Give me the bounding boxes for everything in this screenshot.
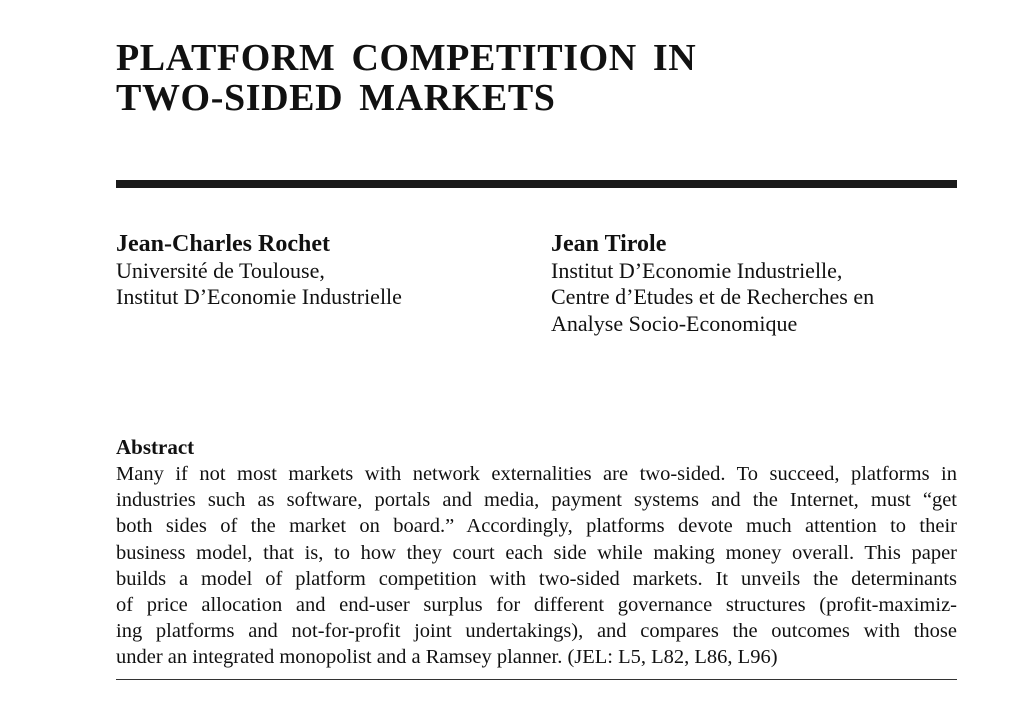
- author-affiliation-line: Centre d’Etudes et de Recherches en: [551, 284, 875, 309]
- paper-title-line-1: PLATFORM COMPETITION IN: [116, 37, 697, 79]
- author-block-rochet: [116, 231, 536, 311]
- author-affiliation-line: Institut D’Economie Industrielle,: [551, 257, 843, 283]
- author-name: Jean-Charles Rochet: [116, 231, 330, 257]
- abstract-line: under an integrated monopolist and a Ramsey planner. (JEL: L5, L82, L86, L96): [116, 646, 778, 669]
- abstract-line: Many if not most markets with network externalities are two-sided. To succeed, platforms in: [116, 463, 957, 485]
- author-name: Jean Tirole: [551, 231, 667, 257]
- abstract-bottom-divider: [116, 679, 957, 680]
- author-affiliation-line: Université de Toulouse,: [116, 257, 325, 283]
- paper-title-line-2: TWO-SIDED MARKETS: [116, 77, 556, 119]
- author-block-tirole: [551, 231, 961, 337]
- author-affiliation-line: Institut D’Economie Industrielle: [116, 284, 402, 309]
- abstract-heading: Abstract: [116, 435, 195, 459]
- abstract-line: ing platforms and not-for-profit joint undertakings), and compares the outcomes with those: [116, 620, 957, 643]
- abstract-text: [116, 461, 957, 671]
- abstract-line: both sides of the market on board.” Accordingly, platforms devote much attention to their: [116, 515, 957, 538]
- abstract-line: builds a model of platform competition with two-sided markets. It unveils the determinants: [116, 567, 957, 590]
- paper-title: [116, 38, 956, 118]
- abstract-line: business model, that is, to how they court each side while making money overall. This paper: [116, 541, 957, 564]
- abstract-line: of price allocation and end-user surplus for different governance structures (profit-maximiz-: [116, 593, 957, 616]
- author-affiliation-line: Analyse Socio-Economique: [551, 310, 798, 336]
- abstract-line: industries such as software, portals and media, payment systems and the Internet, must “get: [116, 489, 957, 512]
- title-divider: [116, 180, 957, 188]
